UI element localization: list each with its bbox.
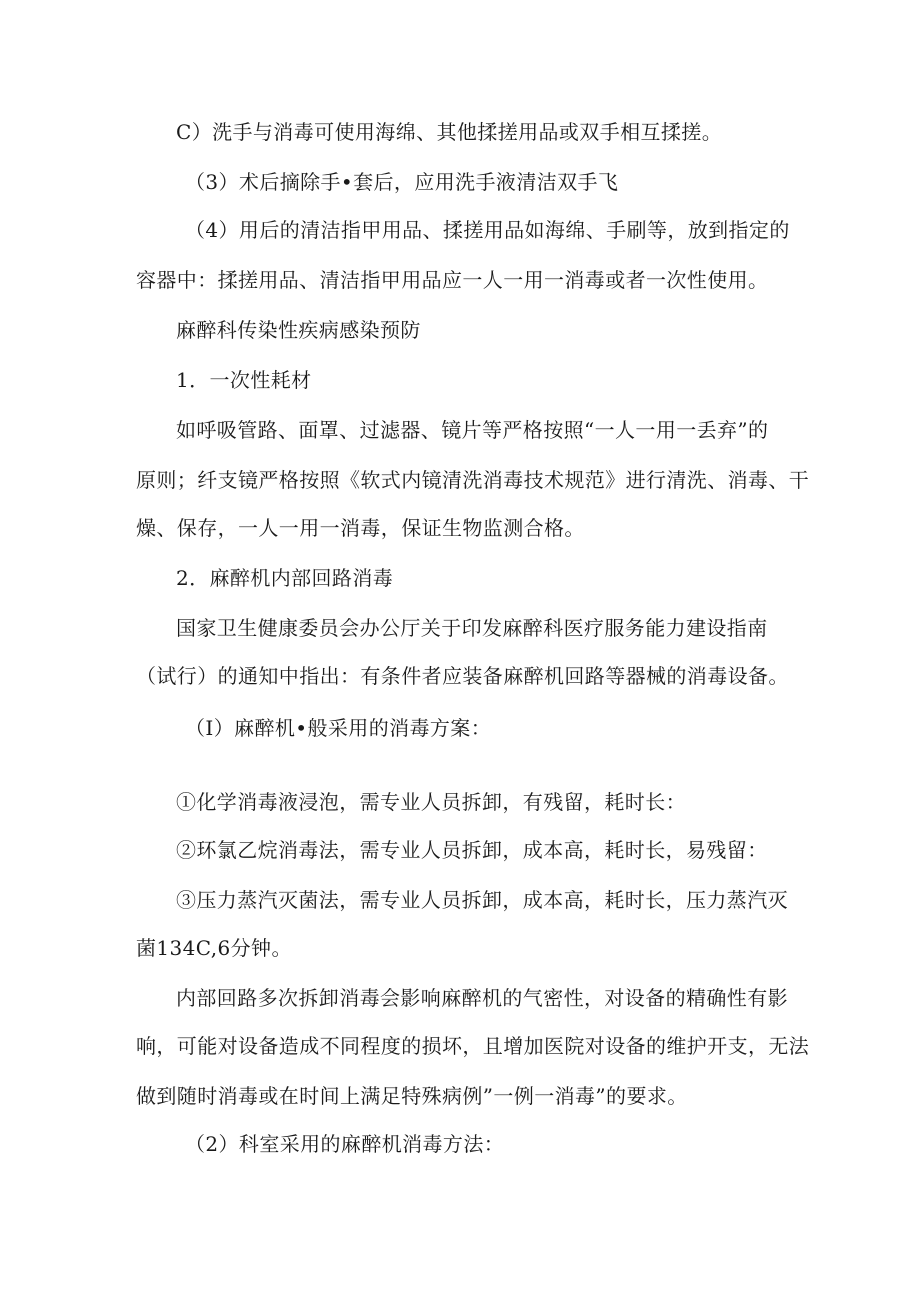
section-heading: 麻醉科传染性疾病感染预防: [176, 318, 421, 342]
text-line: 菌134C,6分钟。: [136, 936, 292, 960]
list-item: ②环氯乙烷消毒法，需专业人员拆卸，成本高，耗时长，易残留：: [176, 838, 768, 862]
text-line: （4）用后的清洁指甲用品、揉搓用品如海绵、手刷等，放到指定的: [185, 218, 790, 242]
list-item: ①化学消毒液浸泡，需专业人员拆卸，有残留，耗时长：: [176, 790, 686, 814]
text-line: 燥、保存，一人一用一消毒，保证生物监测合格。: [136, 516, 585, 540]
text-line: 容器中：揉搓用品、清洁指甲用品应一人一用一消毒或者一次性使用。: [136, 268, 769, 292]
text-line: 国家卫生健康委员会办公厅关于印发麻醉科医疗服务能力建设指南: [176, 616, 768, 640]
text-line: 做到随时消毒或在时间上满足特殊病例”一例一消毒”的要求。: [136, 1084, 688, 1108]
text-line: （2）科室采用的麻醉机消毒方法：: [185, 1132, 505, 1156]
text-line: （试行）的通知中指出：有条件者应装备麻醉机回路等器械的消毒设备。: [136, 664, 789, 688]
text-line: （3）术后摘除手•套后，应用洗手液清洁双手飞: [185, 170, 619, 194]
text-line: 内部回路多次拆卸消毒会影响麻醉机的气密性，对设备的精确性有影: [176, 986, 788, 1010]
subsection-heading: 1．一次性耗材: [176, 368, 312, 392]
text-line: 原则；纤支镜严格按照《软式内镜清洗消毒技术规范》进行清洗、消毒、干: [136, 468, 810, 492]
list-item: ③压力蒸汽灭菌法，需专业人员拆卸，成本高，耗时长，压力蒸汽灭: [176, 888, 788, 912]
text-line: 如呼吸管路、面罩、过滤器、镜片等严格按照“一人一用一丢弃”的: [176, 418, 769, 442]
text-line: C）洗手与消毒可使用海绵、其他揉搓用品或双手相互揉搓。: [176, 120, 723, 144]
subsection-heading: 2．麻醉机内部回路消毒: [176, 566, 394, 590]
text-line: 响，可能对设备造成不同程度的损坏，且增加医院对设备的维护开支，无法: [136, 1034, 810, 1058]
text-line: （I）麻醉机•般采用的消毒方案：: [185, 716, 492, 740]
